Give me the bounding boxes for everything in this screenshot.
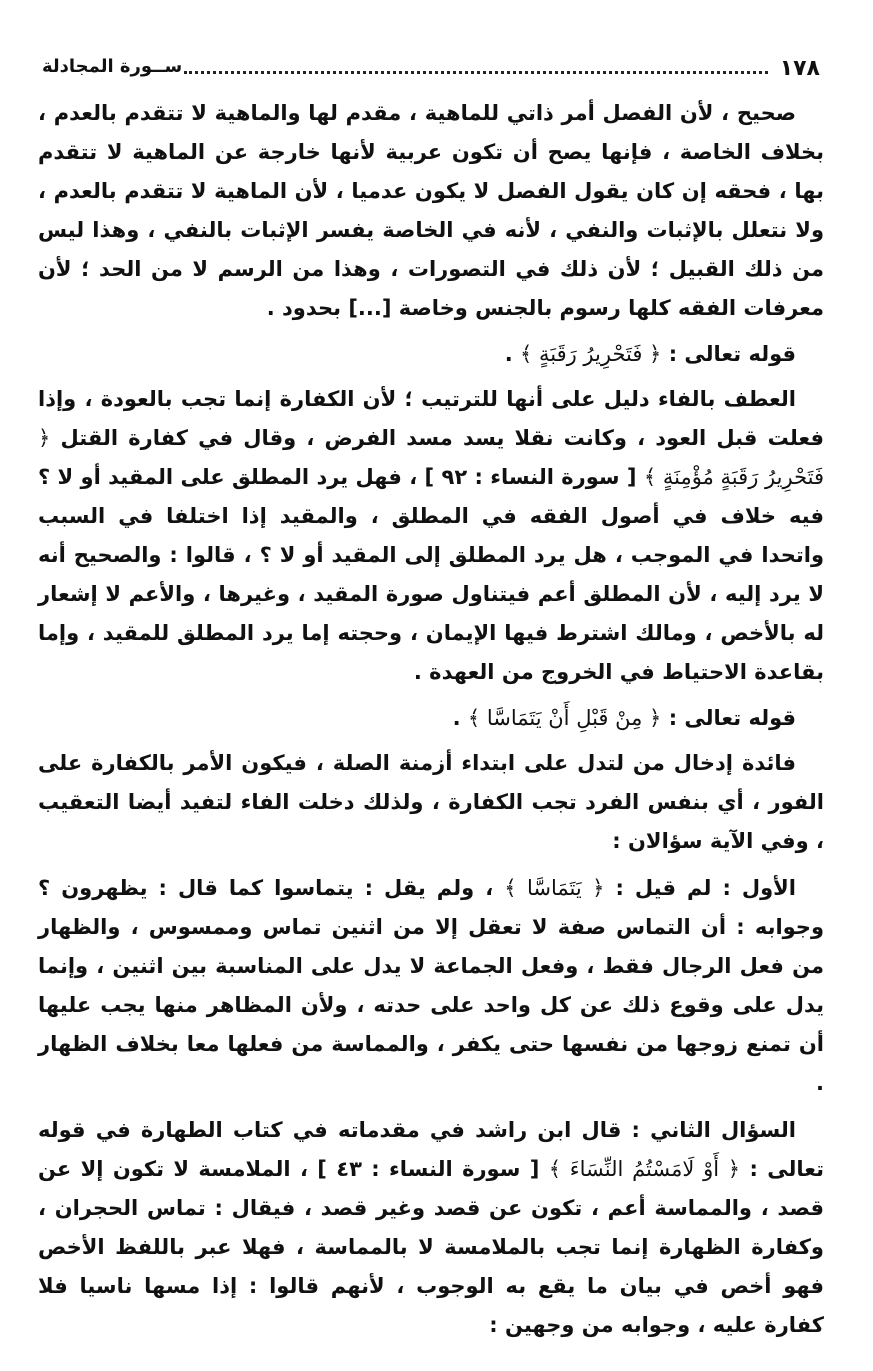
verse-heading-1-end: . — [504, 342, 513, 366]
paragraph-3 — [38, 744, 824, 861]
paragraph-3-text: فائدة إدخال من لتدل على ابتداء أزمنة الصلة ، فيكون الأمر بالكفارة على الفور ، أي بنفس الفرد تجب الكفارة ، ولذلك دخلت الفاء لتفيد أيضا التعقيب ، وفي الآية سؤالان : — [38, 751, 824, 853]
paragraph-5 — [38, 1111, 824, 1345]
paragraph-5-text-a: السؤال الثاني : قال ابن راشد في مقدماته في كتاب الطهارة في قوله تعالى : — [38, 1118, 825, 1181]
paragraph-gap — [38, 861, 824, 869]
paragraph-2-text-b: [ سورة النساء : ٩٢ ] ، فهل يرد المطلق على المقيد أو لا ؟ فيه خلاف في أصول الفقه في المطلق ، والمقيد إذا اختلفا في السبب واتحدا في الموجب ، هل يرد المطلق إلى المقيد أو لا ؟ ، قالوا : والصحيح أنه لا يرد إليه ، لأن المطلق أعم فيتناول صورة المقيد ، وغيرها ، والأعم لا إشعار له بالأخص ، ومالك اشترط فيها الإيمان ، وحجته إما يرد المطلق للمقيد ، وإما بقاعدة الاحتياط في الخروج من العهدة . — [38, 465, 824, 684]
page-body — [38, 94, 824, 1345]
page-header — [38, 44, 824, 80]
verse-heading-2 — [38, 698, 824, 738]
header-dotted-rule — [184, 71, 768, 74]
paragraph-2-verse: ﴿ فَتَحْرِيرُ رَقَبَةٍ مُؤْمِنَةٍ ﴾ — [38, 426, 824, 489]
surah-title: ســورة المجادلة — [42, 56, 183, 77]
verse-heading-1-intro: قوله تعالى : — [668, 342, 796, 366]
paragraph-gap — [38, 1103, 824, 1111]
paragraph-1 — [38, 94, 824, 328]
paragraph-2-text-a: العطف بالفاء دليل على أنها للترتيب ؛ لأن الكفارة إنما تجب بالعودة ، وإذا فعلت قبل العود ، وكانت نقلا يسد مسد الفرض ، وقال في كفارة القتل — [38, 387, 824, 450]
paragraph-4-text-b: ، ولم يقل : يتماسوا كما قال : يظهرون ؟ وجوابه : أن التماس صفة لا تعقل إلا من اثنين تماس وممسوس ، والظهار من فعل الرجال فقط ، وفعل الجماعة لا يدل على المناسبة بين اثنين ، وإنما يدل على وقوع ذلك عن كل واحد على حدته ، ولأن المظاهر منها يجب عليها أن تمنع زوجها من نفسها حتى يكفر ، والمماسة من فعلها معا بخلاف الظهار . — [38, 876, 824, 1095]
paragraph-2 — [38, 380, 824, 692]
verse-heading-2-intro: قوله تعالى : — [668, 706, 796, 730]
paragraph-4 — [38, 869, 824, 1103]
paragraph-4-text-a: الأول : لم قيل : — [615, 876, 796, 900]
paragraph-1-text: صحيح ، لأن الفصل أمر ذاتي للماهية ، مقدم لها والماهية لا تتقدم بالعدم ، بخلاف الخاصة ، فإنها يصح أن تكون عربية لأنها خارجة عن الماهية لا تتقدم بها ، فحقه إن كان يقول الفصل لا يكون عدميا ، لأن الماهية لا تتقدم بالعدم ، ولا نتعلل بالإثبات والنفي ، لأنه في الخاصة يفسر الإثبات بالنفي ، وهذا ليس من ذلك القبيل ؛ لأن ذلك في التصورات ، وهذا من الرسم لا من الحد ؛ لأن معرفات الفقه كلها رسوم بالجنس وخاصة [...] بحدود . — [38, 101, 824, 320]
verse-heading-1 — [38, 334, 824, 374]
book-page — [38, 44, 824, 1345]
verse-heading-2-end: . — [452, 706, 461, 730]
verse-heading-1-quote: ﴿ فَتَحْرِيرُ رَقَبَةٍ ﴾ — [520, 342, 662, 366]
paragraph-4-verse: ﴿ يَتَمَاسَّا ﴾ — [504, 876, 605, 900]
paragraph-5-verse: ﴿ أَوْ لَامَسْتُمُ النِّسَاءَ ﴾ — [548, 1157, 741, 1181]
paragraph-5-text-b: [ سورة النساء : ٤٣ ] ، الملامسة لا تكون إلا عن قصد ، والمماسة أعم ، تكون عن قصد وغير قصد ، فيقال : تماس الحجران ، وكفارة الظهارة إنما تجب بالملامسة لا بالمماسة ، فهلا عبر باللفظ الأخص فهو أخص في بيان ما يقع به الوجوب ، لأنهم قالوا : إذا مسها ناسيا فلا كفارة عليه ، وجوابه من وجهين : — [38, 1157, 824, 1337]
verse-heading-2-quote: ﴿ مِنْ قَبْلِ أَنْ يَتَمَاسَّا ﴾ — [467, 706, 662, 730]
page-number: ١٧٨ — [779, 56, 820, 81]
